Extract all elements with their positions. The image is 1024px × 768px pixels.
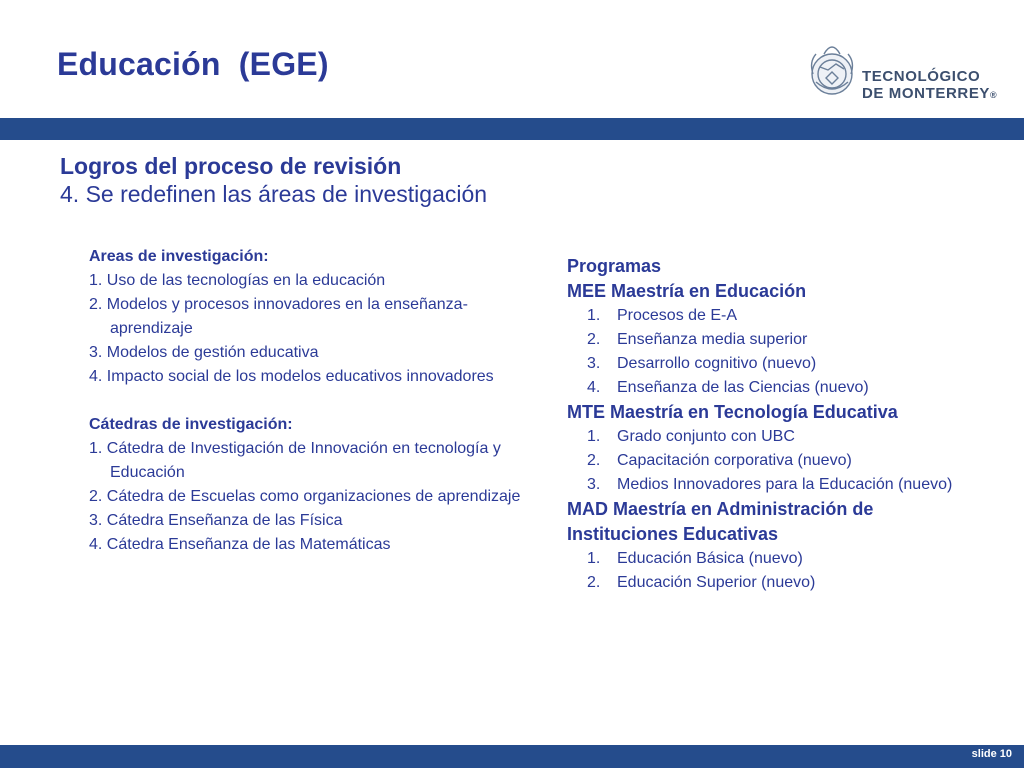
list-item: 1. Uso de las tecnologías en la educación [89, 272, 386, 289]
logo-line-2: DE MONTERREY [862, 85, 991, 102]
list-item: 3. Medios Innovadores para la Educación (nuevo) [587, 476, 953, 493]
program-mee-list [567, 304, 987, 400]
slide-title: Educación (EGE) [57, 46, 329, 82]
heading-title: Logros del proceso de revisión [60, 153, 402, 179]
heading-subtitle: 4. Se redefinen las áreas de investigación [60, 181, 488, 207]
program-mte: MTE Maestría en Tecnología Educativa [567, 402, 898, 422]
list-item: 1. Cátedra de Investigación de Innovación en tecnología y Educación [89, 440, 501, 481]
program-mee: MEE Maestría en Educación [567, 281, 807, 301]
list-item: 2. Cátedra de Escuelas como organizaciones de aprendizaje [89, 488, 521, 505]
footer-band [0, 745, 1024, 768]
header-band [0, 118, 1024, 140]
programs-column [567, 254, 987, 595]
programs-title: Programas [567, 256, 662, 276]
research-column [89, 245, 529, 557]
list-item: 2. Capacitación corporativa (nuevo) [587, 452, 852, 469]
logo-line-1: TECNOLÓGICO [862, 68, 981, 85]
list-item: 1. Procesos de E-A [587, 307, 738, 324]
list-item: 1. Educación Básica (nuevo) [587, 550, 803, 567]
list-item: 2. Enseñanza media superior [587, 331, 808, 348]
program-mad-list [567, 547, 987, 595]
program-mad: MAD Maestría en Administración de Instituciones Educativas [567, 499, 874, 544]
list-item: 4. Enseñanza de las Ciencias (nuevo) [587, 379, 869, 396]
registered-mark: ® [990, 90, 998, 100]
list-item: 3. Desarrollo cognitivo (nuevo) [587, 355, 817, 372]
list-item: 4. Cátedra Enseñanza de las Matemáticas [89, 536, 391, 553]
list-item: 2. Modelos y procesos innovadores en la enseñanza-aprendizaje [89, 296, 468, 337]
program-mte-list [567, 425, 987, 497]
slide-number: slide 10 [971, 748, 1012, 760]
list-item: 2. Educación Superior (nuevo) [587, 574, 816, 591]
catedras-title: Cátedras de investigación: [89, 416, 293, 433]
section-heading [60, 152, 487, 208]
areas-title: Areas de investigación: [89, 248, 269, 265]
list-item: 3. Cátedra Enseñanza de las Física [89, 512, 343, 529]
logo-wordmark [862, 68, 997, 104]
crest-icon [812, 47, 853, 94]
list-item: 1. Grado conjunto con UBC [587, 428, 795, 445]
list-item: 3. Modelos de gestión educativa [89, 344, 319, 361]
list-item: 4. Impacto social de los modelos educativos innovadores [89, 368, 494, 385]
